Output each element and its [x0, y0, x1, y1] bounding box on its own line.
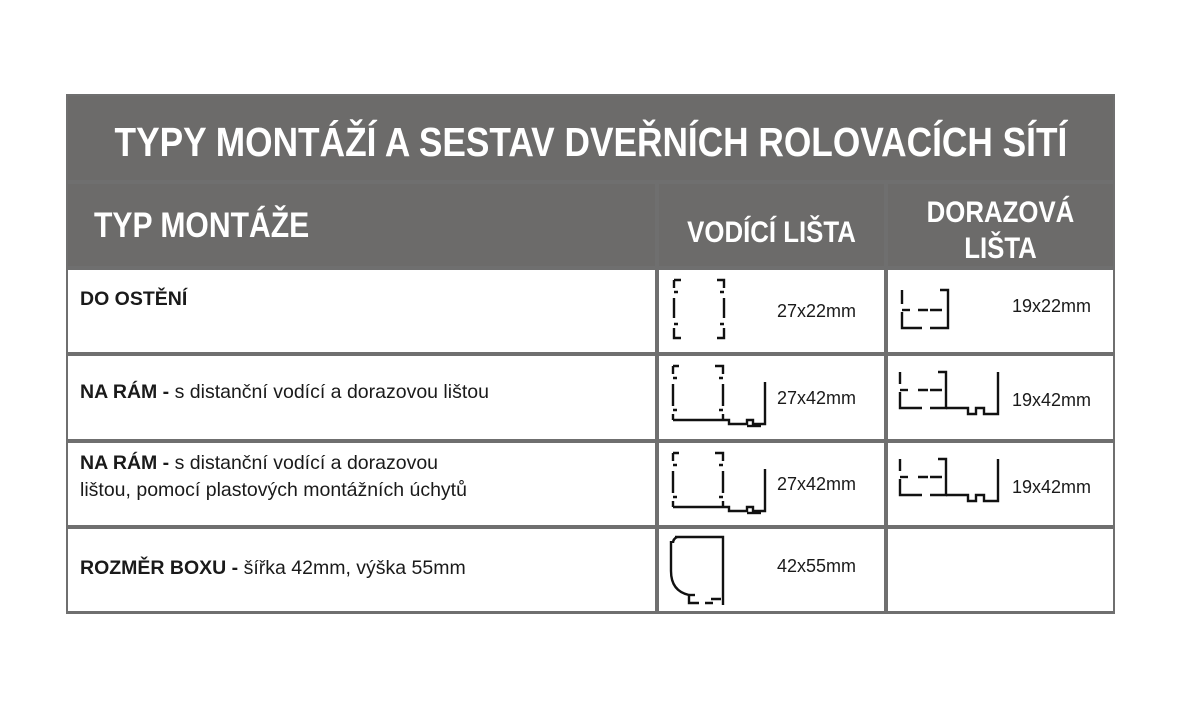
header-stop-rail-line1: DORAZOVÁ	[926, 196, 1075, 229]
row-bold-label: ROZMĚR BOXU -	[80, 557, 239, 579]
guide-profile-27x22-icon	[667, 276, 737, 342]
guide-rail-dimension: 27x22mm	[777, 301, 857, 321]
stop-rail-dimension: 19x22mm	[1012, 296, 1092, 316]
table-row-3-guide-rail	[659, 443, 884, 525]
table-row-4-guide-rail	[659, 529, 884, 611]
table-row-2-guide-rail	[659, 356, 884, 439]
table-row-4-stop-rail-empty	[888, 529, 1113, 611]
stop-profile-19x22-icon	[896, 286, 956, 336]
row-detail-text: s distanční vodící a dorazovou	[169, 452, 439, 474]
table-row-2-description	[68, 356, 655, 439]
guide-rail-dimension: 27x42mm	[777, 474, 857, 494]
table-row-3-stop-rail	[888, 443, 1113, 525]
row-description	[80, 555, 466, 582]
guide-rail-dimension: 27x42mm	[777, 388, 857, 408]
guide-profile-27x42-icon	[665, 449, 775, 521]
table-row-1-stop-rail	[888, 270, 1113, 352]
header-mounting-type	[68, 184, 655, 266]
header-stop-rail-line2: LIŠTA	[964, 232, 1037, 265]
header-guide-rail	[659, 184, 884, 266]
table-row-1-guide-rail	[659, 270, 884, 352]
box-profile-42x55-icon	[665, 531, 735, 609]
table-row-2-stop-rail	[888, 356, 1113, 439]
row-bold-label: NA RÁM -	[80, 381, 170, 403]
table-row-1-description	[68, 270, 655, 352]
table-title-text: TYPY MONTÁŽÍ A SESTAV DVEŘNÍCH ROLOVACÍCH SÍTÍ	[114, 118, 1067, 165]
row-description	[80, 379, 489, 406]
header-stop-rail	[888, 184, 1113, 266]
row-detail-text: s distanční vodící a dorazovou lištou	[169, 381, 489, 403]
row-detail-text: šířka 42mm, výška 55mm	[238, 557, 466, 579]
table-title	[68, 96, 1113, 180]
stop-rail-dimension: 19x42mm	[1012, 477, 1092, 497]
row-description	[80, 450, 467, 504]
row-detail-text-line2: lištou, pomocí plastových montážních úchytů	[80, 479, 467, 501]
stop-profile-19x42-icon	[894, 364, 1008, 424]
row-description	[80, 286, 187, 313]
box-dimension: 42x55mm	[777, 556, 857, 576]
header-mounting-type-label: TYP MONTÁŽE	[94, 206, 310, 245]
stop-rail-dimension: 19x42mm	[1012, 390, 1092, 410]
table-row-4-description	[68, 529, 655, 611]
header-guide-rail-label: VODÍCÍ LIŠTA	[687, 216, 856, 249]
stop-profile-19x42-icon	[894, 451, 1008, 511]
row-bold-label: NA RÁM -	[80, 452, 170, 474]
guide-profile-27x42-icon	[665, 362, 775, 434]
row-bold-label: DO OSTĚNÍ	[80, 288, 188, 310]
mounting-types-table	[66, 94, 1115, 614]
table-row-3-description	[68, 443, 655, 525]
